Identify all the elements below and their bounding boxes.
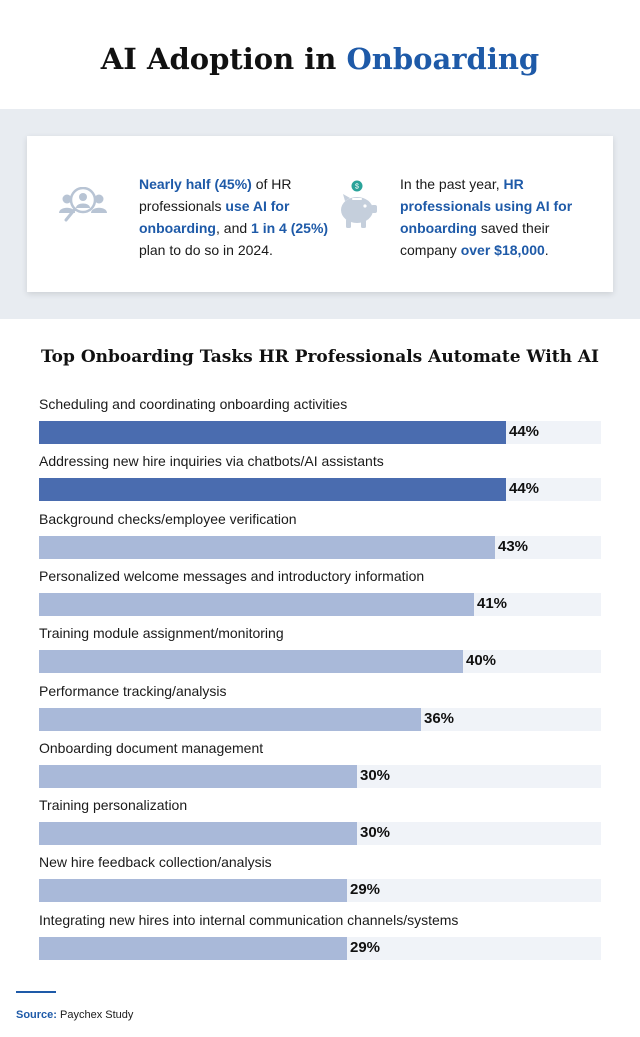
title-part1: AI Adoption in [100, 42, 337, 76]
stats-card [27, 136, 613, 292]
source-divider [16, 991, 56, 993]
title-accent: Onboarding [346, 42, 540, 76]
category-label: Addressing new hire inquiries via chatbots/AI assistants [39, 453, 384, 470]
stat-right-t3: saved their company [400, 220, 550, 258]
chart-row [39, 848, 601, 905]
bar [39, 536, 495, 559]
bar-track [39, 478, 601, 501]
stat-adoption [139, 173, 329, 261]
bar-track [39, 593, 601, 616]
stat-right-t4: over $18,000 [460, 242, 545, 258]
stat-right-t1: In the past year, [400, 176, 504, 192]
stat-left-t4: , and [216, 220, 252, 236]
value-label: 44% [509, 480, 540, 498]
bar-track [39, 822, 601, 845]
category-label: Integrating new hires into internal communication channels/systems [39, 911, 459, 928]
bar-track [39, 765, 601, 788]
chart-title: Top Onboarding Tasks HR Professionals Automate With AI [40, 347, 600, 367]
category-label: Training module assignment/monitoring [39, 625, 284, 642]
value-label: 30% [360, 766, 391, 784]
stat-savings [400, 173, 590, 261]
category-label: Scheduling and coordinating onboarding activities [39, 396, 348, 412]
category-label: Background checks/employee verification [39, 510, 297, 527]
bar-track [39, 421, 601, 444]
svg-text:$: $ [355, 183, 359, 191]
piggy-bank-icon [337, 180, 379, 234]
chart-row [39, 390, 601, 447]
bar-chart [0, 390, 640, 970]
value-label: 30% [360, 824, 391, 842]
bar [39, 765, 357, 788]
source-note [16, 1009, 133, 1021]
bar-track [39, 650, 601, 673]
category-label: Personalized welcome messages and introductory information [39, 567, 425, 584]
bar [39, 421, 506, 444]
chart-row [39, 677, 601, 734]
people-search-icon [57, 187, 109, 231]
stat-left-t1: Nearly half (45%) [139, 176, 252, 192]
chart-row [39, 505, 601, 562]
chart-row [39, 906, 601, 963]
value-label: 41% [477, 594, 508, 612]
chart-row [39, 619, 601, 676]
stat-left-t2: of HR professionals [139, 176, 292, 214]
chart-row [39, 562, 601, 619]
value-label: 40% [466, 652, 497, 670]
chart-row [39, 791, 601, 848]
bar [39, 879, 347, 902]
category-label: Performance tracking/analysis [39, 682, 227, 699]
stat-right-t5: . [544, 242, 549, 258]
stat-right-t2: HR professionals using AI for onboarding [400, 176, 573, 236]
source-text: Paychex Study [60, 1009, 134, 1021]
chart-row [39, 447, 601, 504]
source-label: Source: [16, 1009, 57, 1021]
value-label: 43% [498, 537, 529, 555]
bar-track [39, 708, 601, 731]
bar-track [39, 937, 601, 960]
stats-band [0, 109, 640, 319]
bar-track [39, 879, 601, 902]
value-label: 29% [350, 938, 381, 956]
stat-left-t6: plan to do so in 2024. [139, 242, 273, 258]
bar-track [39, 536, 601, 559]
bar [39, 822, 357, 845]
page-title [0, 42, 640, 76]
stat-left-t5: 1 in 4 (25%) [251, 220, 329, 236]
category-label: Training personalization [39, 797, 188, 814]
chart-row [39, 734, 601, 791]
value-label: 29% [350, 881, 381, 899]
value-label: 36% [424, 709, 455, 727]
bar [39, 593, 474, 616]
category-label: Onboarding document management [39, 739, 264, 756]
bar [39, 650, 463, 673]
bar [39, 708, 421, 731]
stat-left-t3: use AI for onboarding [139, 198, 290, 236]
bar [39, 937, 347, 960]
value-label: 44% [509, 423, 540, 440]
bar [39, 478, 506, 501]
category-label: New hire feedback collection/analysis [39, 854, 272, 871]
